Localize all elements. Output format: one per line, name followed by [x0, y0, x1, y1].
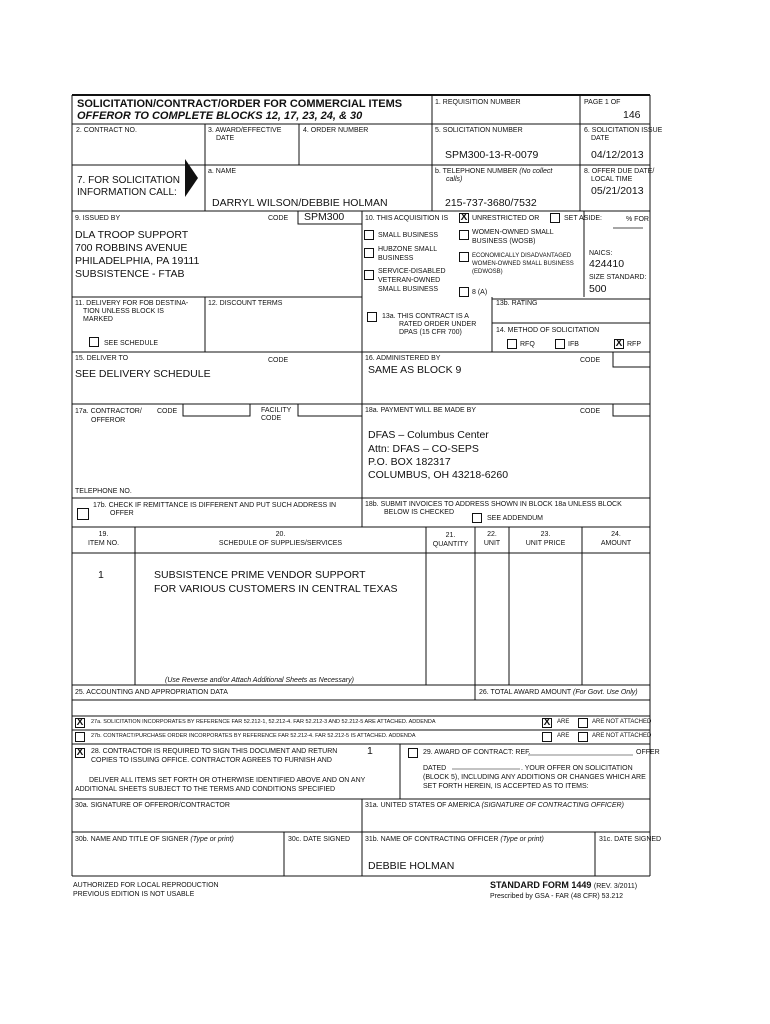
sdvosb-label: SERVICE-DISABLED — [378, 268, 446, 275]
wosb-checkbox[interactable] — [459, 230, 469, 240]
item-number: 1 — [98, 569, 104, 581]
col-quantity-number: 21. — [445, 532, 456, 539]
telephone-note: (No collect — [519, 168, 553, 175]
signature-usa-label: 31a. UNITED STATES OF AMERICA — [365, 802, 480, 809]
edwosb-label-3: (EDWOSB) — [472, 269, 503, 275]
fob-label: 11. DELIVERY FOR FOB DESTINA- — [75, 300, 189, 307]
invoices-label: 18b. SUBMIT INVOICES TO ADDRESS SHOWN IN BLOCK 18a UNLESS BLOCK — [365, 501, 622, 508]
telephone-label: b. TELEPHONE NUMBER — [435, 168, 518, 175]
hubzone-label-2: BUSINESS — [378, 255, 414, 262]
reverse-note: (Use Reverse and/or Attach Additional Sheets as Necessary) — [165, 677, 354, 684]
telephone-no-label: TELEPHONE NO. — [75, 488, 132, 495]
issue-date: 04/12/2013 — [591, 149, 644, 161]
offer-due-label: 8. OFFER DUE DATE/ — [584, 168, 655, 175]
col-quantity-label: QUANTITY — [432, 541, 469, 548]
signature-offeror-label: 30a. SIGNATURE OF OFFEROR/CONTRACTOR — [75, 802, 230, 809]
facility-code-label-2: CODE — [261, 415, 282, 422]
27b-are-not-label: ARE NOT ATTACHED — [592, 733, 652, 739]
footer-previous-edition: PREVIOUS EDITION IS NOT USABLE — [73, 891, 195, 898]
col-unit-number: 22. — [487, 531, 497, 538]
order-number-label: 4. ORDER NUMBER — [303, 127, 369, 134]
deliver-to-code-label: CODE — [268, 357, 289, 364]
29-offer: OFFER — [636, 749, 660, 756]
contractor-label-2: OFFEROR — [91, 417, 126, 424]
28-text-2: COPIES TO ISSUING OFFICE. CONTRACTOR AGREES TO FURNISH AND — [91, 757, 332, 764]
col-schedule-label: SCHEDULE OF SUPPLIES/SERVICES — [218, 540, 343, 547]
wosb-label: WOMEN-OWNED SMALL — [472, 229, 554, 236]
award-date-label: 3. AWARD/EFFECTIVE — [208, 127, 282, 134]
edwosb-label: ECONOMICALLY DISADVANTAGED — [472, 253, 572, 259]
co-date-label: 31c. DATE SIGNED — [599, 836, 662, 843]
contractor-code-label: CODE — [157, 408, 178, 415]
issued-by-label: 9. ISSUED BY — [75, 215, 121, 222]
col-amount-number: 24. — [611, 531, 621, 538]
page-total: 146 — [623, 109, 641, 121]
27b-text: 27b. CONTRACT/PURCHASE ORDER INCORPORATES BY REFERENCE FAR 52.212-4. FAR 52.212-5 IS ATTACHED. ADDENDA — [91, 733, 416, 739]
award-date-label-2: DATE — [216, 135, 235, 142]
remittance-label-2: OFFER — [110, 510, 134, 517]
unrestricted-label: UNRESTRICTED OR — [472, 215, 540, 222]
solicitation-number: SPM300-13-R-0079 — [445, 149, 539, 161]
28-copies: 1 — [367, 745, 373, 757]
payment-code-label: CODE — [580, 408, 601, 415]
issued-by-code: SPM300 — [304, 211, 345, 223]
27b-are-label: ARE — [557, 733, 570, 739]
item-description-1: SUBSISTENCE PRIME VENDOR SUPPORT — [154, 569, 366, 581]
total-award-note: (For Govt. Use Only) — [573, 689, 638, 696]
27b-are-checkbox[interactable] — [542, 732, 552, 742]
administered-code-label: CODE — [580, 357, 601, 364]
fob-label-2: TION UNLESS BLOCK IS — [83, 308, 164, 315]
eight-a-label: 8 (A) — [472, 289, 488, 296]
contracting-officer-name: DEBBIE HOLMAN — [368, 860, 455, 872]
deliver-to-label: 15. DELIVER TO — [75, 355, 129, 362]
wosb-label-2: BUSINESS (WOSB) — [472, 238, 536, 245]
signer-name-label: 30b. NAME AND TITLE OF SIGNER — [75, 836, 189, 843]
issued-by-line-1: DLA TROOP SUPPORT — [75, 229, 189, 241]
edwosb-label-2: WOMEN-OWNED SMALL BUSINESS — [472, 261, 574, 267]
29-text-1: 29. AWARD OF CONTRACT: REF. — [423, 749, 531, 756]
telephone-note-2: calls) — [446, 176, 463, 183]
telephone-number: 215-737-3680/7532 — [445, 197, 537, 209]
issued-by-line-3: PHILADELPHIA, PA 19111 — [75, 255, 200, 267]
administered-by-label: 16. ADMINISTERED BY — [365, 355, 441, 362]
small-business-checkbox[interactable] — [364, 230, 374, 240]
col-unit-label: UNIT — [483, 540, 501, 547]
see-schedule-checkbox[interactable] — [89, 337, 99, 347]
ifb-label: IFB — [568, 341, 579, 348]
payment-by-label: 18a. PAYMENT WILL BE MADE BY — [365, 407, 476, 414]
28-text-4: ADDITIONAL SHEETS SUBJECT TO THE TERMS AND CONDITIONS SPECIFIED — [75, 786, 336, 793]
sdvosb-label-2: VETERAN-OWNED — [378, 277, 441, 284]
27a-are-not-label: ARE NOT ATTACHED — [592, 719, 652, 725]
offer-due-label-2: LOCAL TIME — [591, 176, 633, 183]
discount-terms-label: 12. DISCOUNT TERMS — [208, 300, 283, 307]
27a-are-label: ARE — [557, 719, 570, 725]
27a-text: 27a. SOLICITATION INCORPORATES BY REFERENCE FAR 52.212-1, 52.212-4. FAR 52.212-3 AND 52.212-5 ARE ATTACHED. ADDENDA — [91, 719, 436, 725]
payment-line-2: Attn: DFAS – CO-SEPS — [368, 443, 479, 455]
solicitation-number-label: 5. SOLICITATION NUMBER — [435, 127, 523, 134]
page-label: PAGE 1 OF — [584, 99, 621, 106]
requisition-number-label: 1. REQUISITION NUMBER — [435, 99, 521, 106]
signer-name-note: (Type or print) — [190, 836, 234, 843]
payment-line-1: DFAS – Columbus Center — [368, 429, 489, 441]
issue-date-label: 6. SOLICITATION ISSUE — [584, 127, 663, 134]
see-addendum-label: SEE ADDENDUM — [487, 515, 544, 522]
contact-name: DARRYL WILSON/DEBBIE HOLMAN — [212, 197, 388, 209]
see-addendum-checkbox[interactable] — [472, 513, 482, 523]
rated-order-label: 13a. THIS CONTRACT IS A — [382, 313, 469, 320]
solicitation-info-label: 7. FOR SOLICITATION — [77, 175, 180, 186]
27a-are-not-checkbox[interactable] — [578, 718, 588, 728]
29-text-4: SET FORTH HEREIN, IS ACCEPTED AS TO ITEMS: — [423, 783, 589, 790]
rated-order-label-3: DPAS (15 CFR 700) — [399, 329, 462, 336]
see-schedule-label: SEE SCHEDULE — [104, 340, 159, 347]
size-standard-label: SIZE STANDARD: — [589, 274, 647, 281]
27b-checkbox[interactable] — [75, 732, 85, 742]
27a-checkbox[interactable]: X — [76, 717, 84, 728]
naics-code: 424410 — [589, 258, 625, 270]
naics-label: NAICS: — [589, 250, 613, 257]
form-name: STANDARD FORM 1449 — [490, 880, 592, 890]
acquisition-label: 10. THIS ACQUISITION IS — [365, 215, 449, 222]
offeror-date-label: 30c. DATE SIGNED — [288, 836, 351, 843]
rfp-label: RFP — [627, 341, 641, 348]
contractor-label: 17a. CONTRACTOR/ — [75, 408, 142, 415]
footer-reproduction: AUTHORIZED FOR LOCAL REPRODUCTION — [73, 882, 219, 889]
form-subtitle: OFFEROR TO COMPLETE BLOCKS 12, 17, 23, 24, & 30 — [77, 110, 363, 122]
27a-are-checkbox[interactable]: X — [543, 717, 551, 728]
col-item-number: 19. — [98, 531, 109, 538]
hubzone-checkbox[interactable] — [364, 248, 374, 258]
rfp-checkbox[interactable]: X — [615, 338, 623, 349]
rfq-checkbox[interactable] — [507, 339, 517, 349]
solicitation-info-label-2: INFORMATION CALL: — [77, 187, 177, 198]
solicitation-method-label: 14. METHOD OF SOLICITATION — [496, 327, 600, 334]
29-text-3: (BLOCK 5), INCLUDING ANY ADDITIONS OR CHANGES WHICH ARE — [423, 774, 646, 781]
col-item-number-label: ITEM NO. — [87, 540, 120, 547]
issue-date-label-2: DATE — [591, 135, 610, 142]
contact-name-label: a. NAME — [208, 168, 237, 175]
invoices-label-2: BELOW IS CHECKED — [384, 509, 455, 516]
col-unit-price-label: UNIT PRICE — [525, 540, 566, 547]
28-text-1: 28. CONTRACTOR IS REQUIRED TO SIGN THIS DOCUMENT AND RETURN — [91, 748, 338, 755]
29-dated: DATED — [423, 765, 447, 772]
signature-usa-note: (SIGNATURE OF CONTRACTING OFFICER) — [481, 802, 624, 809]
payment-line-4: COLUMBUS, OH 43218-6260 — [368, 469, 509, 481]
col-schedule-number: 20. — [275, 531, 286, 538]
col-amount-label: AMOUNT — [600, 540, 632, 547]
unrestricted-checkbox[interactable]: X — [460, 212, 468, 223]
issued-by-line-4: SUBSISTENCE - FTAB — [75, 268, 185, 280]
sdvosb-checkbox[interactable] — [364, 270, 374, 280]
rated-order-label-2: RATED ORDER UNDER — [399, 321, 477, 328]
total-award-label: 26. TOTAL AWARD AMOUNT — [479, 689, 572, 696]
contract-no-label: 2. CONTRACT NO. — [76, 127, 137, 134]
item-description-2: FOR VARIOUS CUSTOMERS IN CENTRAL TEXAS — [154, 583, 398, 595]
co-name-label: 31b. NAME OF CONTRACTING OFFICER — [365, 836, 499, 843]
facility-code-label: FACILITY — [261, 407, 292, 414]
percent-for-label: % FOR: — [626, 216, 651, 223]
remittance-checkbox[interactable] — [77, 508, 89, 520]
prescribed-by: Prescribed by GSA - FAR (48 CFR) 53.212 — [490, 893, 624, 900]
set-aside-checkbox[interactable] — [550, 213, 560, 223]
accounting-label: 25. ACCOUNTING AND APPROPRIATION DATA — [75, 689, 228, 696]
small-business-label: SMALL BUSINESS — [378, 232, 439, 239]
27b-are-not-checkbox[interactable] — [578, 732, 588, 742]
rated-order-checkbox[interactable] — [367, 312, 377, 322]
co-name-note: (Type or print) — [500, 836, 544, 843]
29-text-2: . YOUR OFFER ON SOLICITATION — [521, 765, 633, 772]
form-revision: (REV. 3/2011) — [593, 883, 638, 890]
issued-by-line-2: 700 ROBBINS AVENUE — [75, 242, 188, 254]
hubzone-label: HUBZONE SMALL — [378, 246, 438, 253]
deliver-to: SEE DELIVERY SCHEDULE — [75, 368, 211, 380]
rfq-label: RFQ — [520, 341, 535, 348]
remittance-label: 17b. CHECK IF REMITTANCE IS DIFFERENT AND PUT SUCH ADDRESS IN — [93, 502, 337, 509]
28-text-3: DELIVER ALL ITEMS SET FORTH OR OTHERWISE IDENTIFIED ABOVE AND ON ANY — [89, 777, 366, 784]
form-title: SOLICITATION/CONTRACT/ORDER FOR COMMERCIAL ITEMS — [77, 98, 403, 110]
29-checkbox[interactable] — [408, 748, 418, 758]
fob-label-3: MARKED — [83, 316, 113, 323]
sdvosb-label-3: SMALL BUSINESS — [378, 286, 439, 293]
28-checkbox[interactable]: X — [76, 747, 84, 758]
edwosb-checkbox[interactable] — [459, 252, 469, 262]
col-unit-price-number: 23. — [540, 531, 551, 538]
size-standard: 500 — [589, 283, 607, 295]
set-aside-label: SET ASIDE: — [564, 215, 602, 222]
eight-a-checkbox[interactable] — [459, 287, 469, 297]
administered-by: SAME AS BLOCK 9 — [368, 364, 462, 376]
ifb-checkbox[interactable] — [555, 339, 565, 349]
payment-line-3: P.O. BOX 182317 — [368, 456, 451, 468]
issued-by-code-label: CODE — [268, 215, 289, 222]
rating-label: 13b. RATING — [496, 300, 538, 307]
offer-due-date: 05/21/2013 — [591, 185, 644, 197]
